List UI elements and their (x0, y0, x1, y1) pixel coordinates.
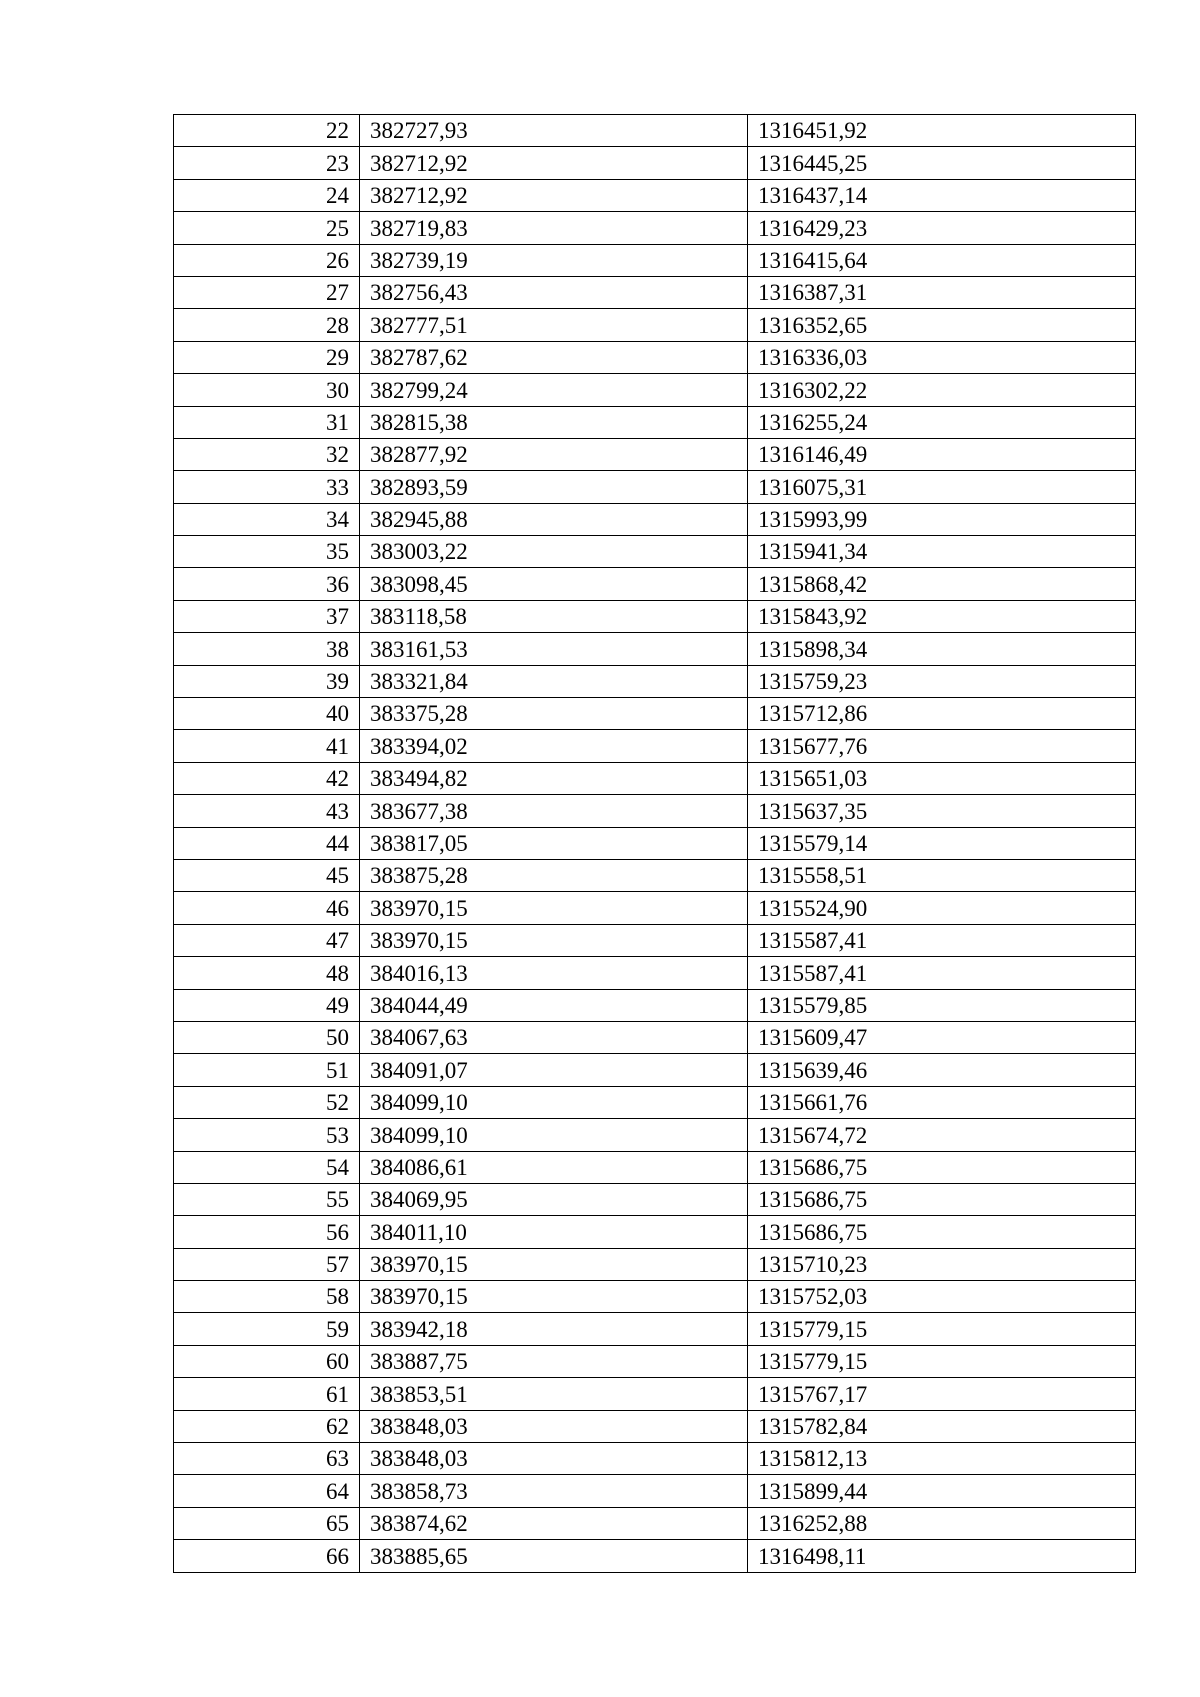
x-coordinate-cell: 383875,28 (360, 859, 748, 891)
x-coordinate-cell: 384099,10 (360, 1086, 748, 1118)
x-coordinate-cell: 383848,03 (360, 1410, 748, 1442)
x-coordinate-cell: 383817,05 (360, 827, 748, 859)
x-coordinate-cell: 382739,19 (360, 244, 748, 276)
point-number-cell: 47 (174, 924, 360, 956)
y-coordinate-cell: 1315779,15 (748, 1345, 1136, 1377)
table-row (174, 309, 1136, 341)
table-row (174, 957, 1136, 989)
table-row (174, 1151, 1136, 1183)
table-row (174, 374, 1136, 406)
point-number-cell: 50 (174, 1021, 360, 1053)
table-row (174, 1410, 1136, 1442)
point-number-cell: 49 (174, 989, 360, 1021)
y-coordinate-cell: 1315587,41 (748, 924, 1136, 956)
point-number-cell: 43 (174, 795, 360, 827)
table-row (174, 115, 1136, 147)
y-coordinate-cell: 1316352,65 (748, 309, 1136, 341)
point-number-cell: 44 (174, 827, 360, 859)
y-coordinate-cell: 1315661,76 (748, 1086, 1136, 1118)
table-row (174, 1313, 1136, 1345)
x-coordinate-cell: 382712,92 (360, 147, 748, 179)
x-coordinate-cell: 383970,15 (360, 892, 748, 924)
table-row (174, 536, 1136, 568)
table-row (174, 1475, 1136, 1507)
x-coordinate-cell: 383853,51 (360, 1378, 748, 1410)
table-row (174, 892, 1136, 924)
point-number-cell: 61 (174, 1378, 360, 1410)
table-row (174, 762, 1136, 794)
x-coordinate-cell: 382787,62 (360, 341, 748, 373)
point-number-cell: 32 (174, 438, 360, 470)
y-coordinate-cell: 1315812,13 (748, 1443, 1136, 1475)
table-row (174, 730, 1136, 762)
y-coordinate-cell: 1316255,24 (748, 406, 1136, 438)
x-coordinate-cell: 384086,61 (360, 1151, 748, 1183)
table-row (174, 1378, 1136, 1410)
y-coordinate-cell: 1315899,44 (748, 1475, 1136, 1507)
table-row (174, 665, 1136, 697)
y-coordinate-cell: 1315767,17 (748, 1378, 1136, 1410)
table-row (174, 471, 1136, 503)
y-coordinate-cell: 1316498,11 (748, 1540, 1136, 1572)
x-coordinate-cell: 383942,18 (360, 1313, 748, 1345)
point-number-cell: 63 (174, 1443, 360, 1475)
y-coordinate-cell: 1315759,23 (748, 665, 1136, 697)
y-coordinate-cell: 1315686,75 (748, 1216, 1136, 1248)
point-number-cell: 23 (174, 147, 360, 179)
point-number-cell: 56 (174, 1216, 360, 1248)
y-coordinate-cell: 1315868,42 (748, 568, 1136, 600)
table-row (174, 147, 1136, 179)
x-coordinate-cell: 382727,93 (360, 115, 748, 147)
point-number-cell: 51 (174, 1054, 360, 1086)
point-number-cell: 62 (174, 1410, 360, 1442)
y-coordinate-cell: 1315710,23 (748, 1248, 1136, 1280)
y-coordinate-cell: 1315637,35 (748, 795, 1136, 827)
table-row (174, 795, 1136, 827)
x-coordinate-cell: 384091,07 (360, 1054, 748, 1086)
point-number-cell: 36 (174, 568, 360, 600)
x-coordinate-cell: 382799,24 (360, 374, 748, 406)
point-number-cell: 30 (174, 374, 360, 406)
x-coordinate-cell: 382756,43 (360, 276, 748, 308)
point-number-cell: 37 (174, 600, 360, 632)
y-coordinate-cell: 1315579,14 (748, 827, 1136, 859)
y-coordinate-cell: 1315579,85 (748, 989, 1136, 1021)
table-row (174, 1054, 1136, 1086)
x-coordinate-cell: 384016,13 (360, 957, 748, 989)
table-row (174, 698, 1136, 730)
x-coordinate-cell: 382712,92 (360, 179, 748, 211)
x-coordinate-cell: 382815,38 (360, 406, 748, 438)
y-coordinate-cell: 1315651,03 (748, 762, 1136, 794)
table-row (174, 1183, 1136, 1215)
table-row (174, 438, 1136, 470)
table-row (174, 406, 1136, 438)
point-number-cell: 34 (174, 503, 360, 535)
point-number-cell: 57 (174, 1248, 360, 1280)
point-number-cell: 39 (174, 665, 360, 697)
y-coordinate-cell: 1315752,03 (748, 1281, 1136, 1313)
table-row (174, 1443, 1136, 1475)
x-coordinate-cell: 383003,22 (360, 536, 748, 568)
x-coordinate-cell: 382893,59 (360, 471, 748, 503)
x-coordinate-cell: 383677,38 (360, 795, 748, 827)
table-row (174, 1021, 1136, 1053)
x-coordinate-cell: 383858,73 (360, 1475, 748, 1507)
y-coordinate-cell: 1315712,86 (748, 698, 1136, 730)
x-coordinate-cell: 383887,75 (360, 1345, 748, 1377)
point-number-cell: 25 (174, 212, 360, 244)
x-coordinate-cell: 382719,83 (360, 212, 748, 244)
table-row (174, 1507, 1136, 1539)
x-coordinate-cell: 383970,15 (360, 924, 748, 956)
y-coordinate-cell: 1315898,34 (748, 633, 1136, 665)
table-row (174, 1216, 1136, 1248)
table-row (174, 1086, 1136, 1118)
table-row (174, 600, 1136, 632)
table-row (174, 1281, 1136, 1313)
x-coordinate-cell: 383885,65 (360, 1540, 748, 1572)
point-number-cell: 55 (174, 1183, 360, 1215)
coordinates-table (173, 114, 1136, 1573)
point-number-cell: 33 (174, 471, 360, 503)
y-coordinate-cell: 1315558,51 (748, 859, 1136, 891)
point-number-cell: 29 (174, 341, 360, 373)
y-coordinate-cell: 1316437,14 (748, 179, 1136, 211)
point-number-cell: 31 (174, 406, 360, 438)
table-row (174, 989, 1136, 1021)
table-row (174, 924, 1136, 956)
table-row (174, 1248, 1136, 1280)
y-coordinate-cell: 1316146,49 (748, 438, 1136, 470)
x-coordinate-cell: 384044,49 (360, 989, 748, 1021)
point-number-cell: 38 (174, 633, 360, 665)
y-coordinate-cell: 1315686,75 (748, 1183, 1136, 1215)
point-number-cell: 42 (174, 762, 360, 794)
point-number-cell: 59 (174, 1313, 360, 1345)
x-coordinate-cell: 383375,28 (360, 698, 748, 730)
x-coordinate-cell: 383494,82 (360, 762, 748, 794)
point-number-cell: 66 (174, 1540, 360, 1572)
point-number-cell: 65 (174, 1507, 360, 1539)
y-coordinate-cell: 1316302,22 (748, 374, 1136, 406)
y-coordinate-cell: 1315686,75 (748, 1151, 1136, 1183)
point-number-cell: 28 (174, 309, 360, 341)
x-coordinate-cell: 384069,95 (360, 1183, 748, 1215)
x-coordinate-cell: 383848,03 (360, 1443, 748, 1475)
x-coordinate-cell: 383394,02 (360, 730, 748, 762)
x-coordinate-cell: 383098,45 (360, 568, 748, 600)
point-number-cell: 35 (174, 536, 360, 568)
table-row (174, 276, 1136, 308)
y-coordinate-cell: 1315843,92 (748, 600, 1136, 632)
point-number-cell: 58 (174, 1281, 360, 1313)
point-number-cell: 60 (174, 1345, 360, 1377)
point-number-cell: 26 (174, 244, 360, 276)
x-coordinate-cell: 382877,92 (360, 438, 748, 470)
table-row (174, 859, 1136, 891)
x-coordinate-cell: 382777,51 (360, 309, 748, 341)
table-row (174, 1119, 1136, 1151)
y-coordinate-cell: 1315782,84 (748, 1410, 1136, 1442)
y-coordinate-cell: 1315587,41 (748, 957, 1136, 989)
x-coordinate-cell: 383874,62 (360, 1507, 748, 1539)
x-coordinate-cell: 384067,63 (360, 1021, 748, 1053)
y-coordinate-cell: 1316429,23 (748, 212, 1136, 244)
y-coordinate-cell: 1316387,31 (748, 276, 1136, 308)
y-coordinate-cell: 1316252,88 (748, 1507, 1136, 1539)
table-row (174, 827, 1136, 859)
y-coordinate-cell: 1315677,76 (748, 730, 1136, 762)
table-row (174, 212, 1136, 244)
y-coordinate-cell: 1316451,92 (748, 115, 1136, 147)
point-number-cell: 54 (174, 1151, 360, 1183)
table-row (174, 341, 1136, 373)
table-row (174, 179, 1136, 211)
y-coordinate-cell: 1315639,46 (748, 1054, 1136, 1086)
point-number-cell: 48 (174, 957, 360, 989)
y-coordinate-cell: 1315524,90 (748, 892, 1136, 924)
x-coordinate-cell: 383118,58 (360, 600, 748, 632)
table-row (174, 633, 1136, 665)
table-row (174, 503, 1136, 535)
point-number-cell: 64 (174, 1475, 360, 1507)
point-number-cell: 45 (174, 859, 360, 891)
point-number-cell: 52 (174, 1086, 360, 1118)
coordinates-table-body (174, 115, 1136, 1573)
point-number-cell: 41 (174, 730, 360, 762)
x-coordinate-cell: 383161,53 (360, 633, 748, 665)
point-number-cell: 22 (174, 115, 360, 147)
y-coordinate-cell: 1315941,34 (748, 536, 1136, 568)
table-row (174, 568, 1136, 600)
point-number-cell: 40 (174, 698, 360, 730)
y-coordinate-cell: 1315779,15 (748, 1313, 1136, 1345)
x-coordinate-cell: 383321,84 (360, 665, 748, 697)
y-coordinate-cell: 1316415,64 (748, 244, 1136, 276)
y-coordinate-cell: 1316075,31 (748, 471, 1136, 503)
x-coordinate-cell: 384099,10 (360, 1119, 748, 1151)
y-coordinate-cell: 1315609,47 (748, 1021, 1136, 1053)
x-coordinate-cell: 384011,10 (360, 1216, 748, 1248)
point-number-cell: 53 (174, 1119, 360, 1151)
table-row (174, 1345, 1136, 1377)
table-row (174, 1540, 1136, 1572)
x-coordinate-cell: 383970,15 (360, 1281, 748, 1313)
point-number-cell: 27 (174, 276, 360, 308)
table-row (174, 244, 1136, 276)
point-number-cell: 46 (174, 892, 360, 924)
x-coordinate-cell: 382945,88 (360, 503, 748, 535)
y-coordinate-cell: 1316336,03 (748, 341, 1136, 373)
x-coordinate-cell: 383970,15 (360, 1248, 748, 1280)
y-coordinate-cell: 1315993,99 (748, 503, 1136, 535)
y-coordinate-cell: 1315674,72 (748, 1119, 1136, 1151)
y-coordinate-cell: 1316445,25 (748, 147, 1136, 179)
point-number-cell: 24 (174, 179, 360, 211)
